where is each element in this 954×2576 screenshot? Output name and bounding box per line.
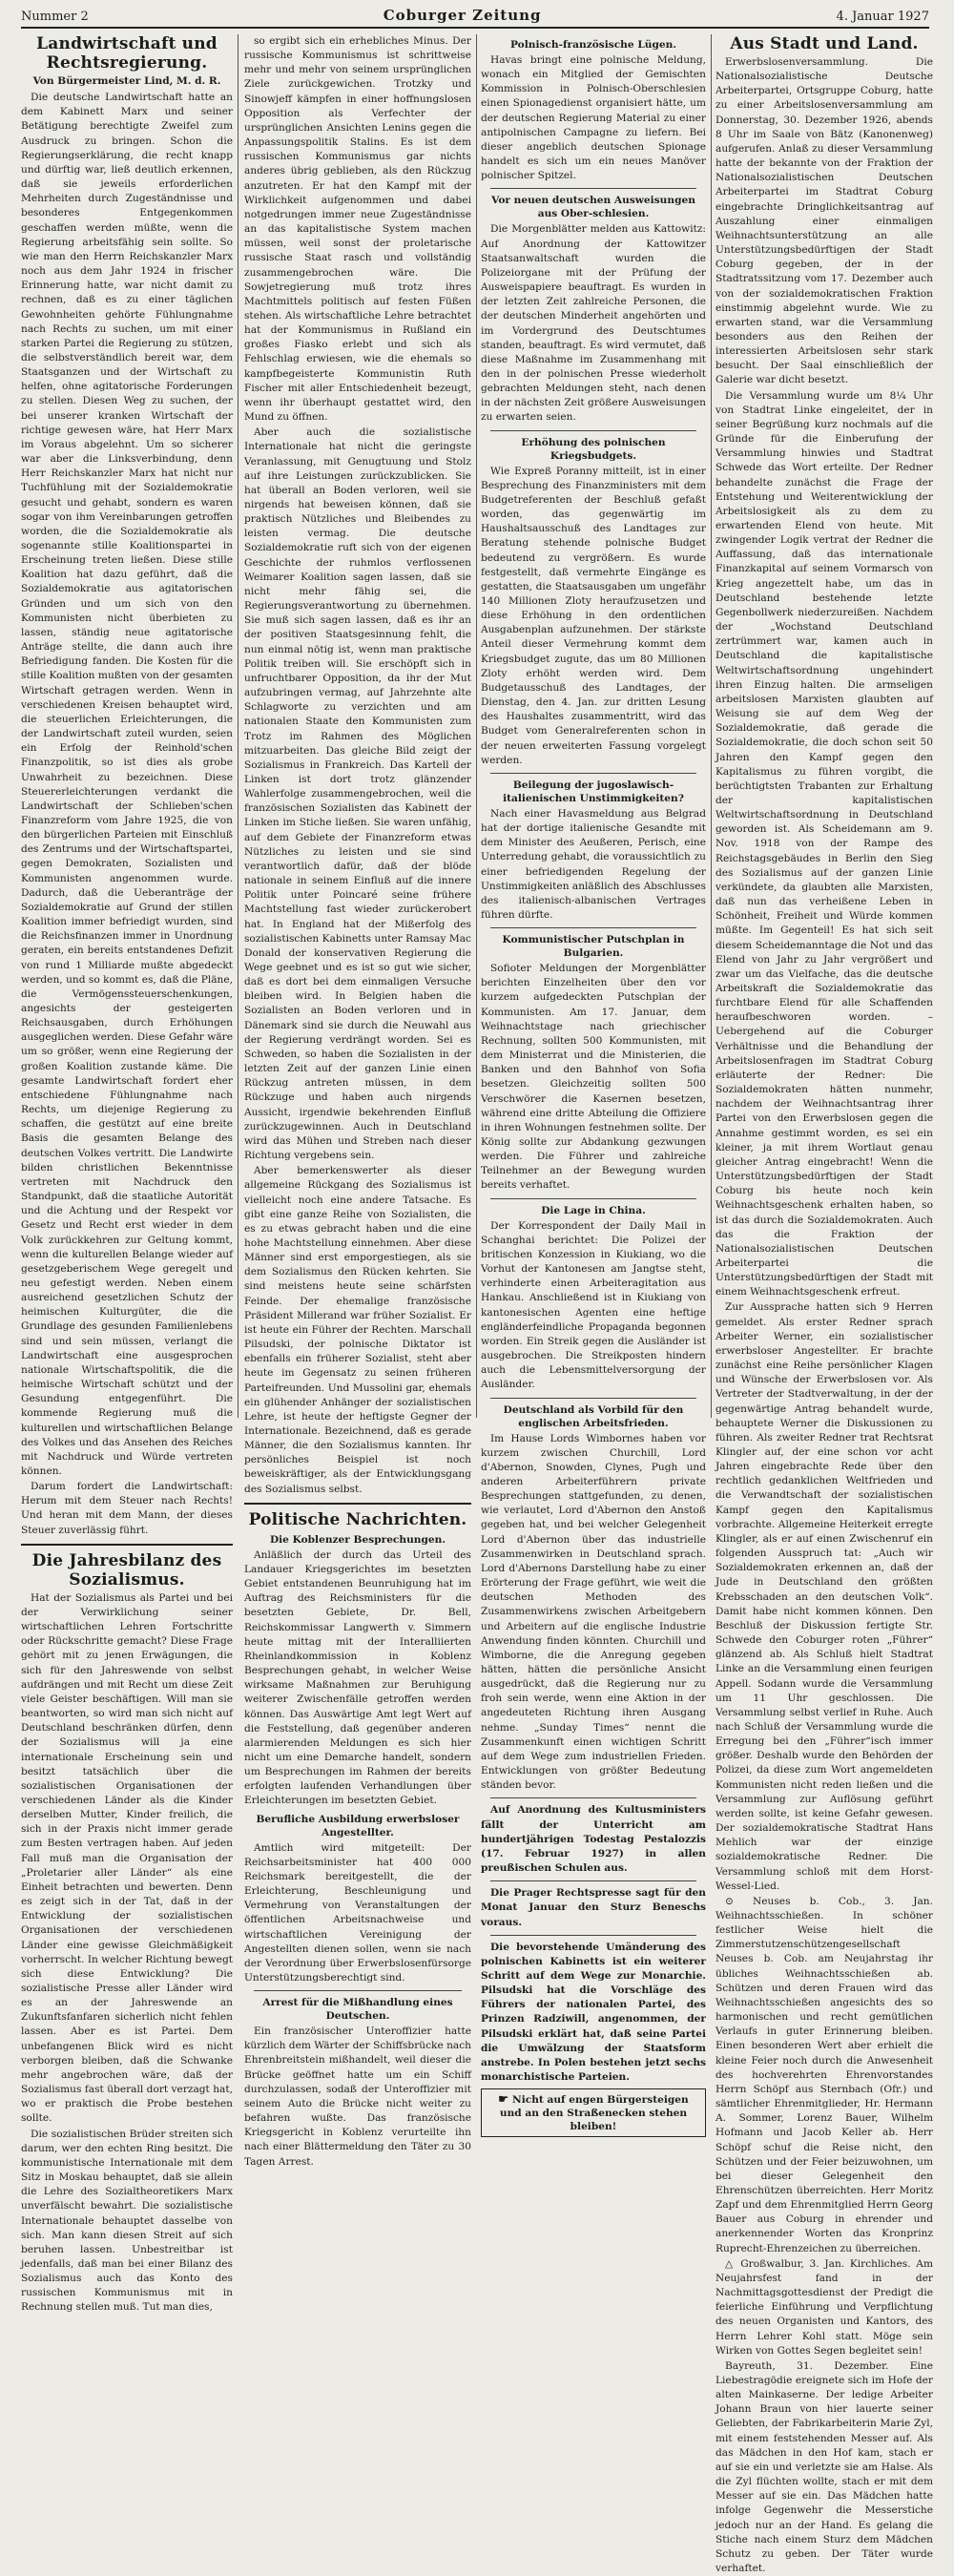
article-paragraph: Amtlich wird mitgeteilt: Der Reichsarbeitsminister hat 400 000 Reichsmark bereitgestellt, die der Erleichterung, Beschleunigung und Vermehrung von Veranstaltungen der öffentlichen Arbeitsnachweise und wirtschaftlichen Vereinigung der Angestellten dienen sollen, wenn sie nach der Verordnung über Erwerbslosenfürsorge Unterstützungsberechtigt sind.	[244, 1841, 471, 1984]
news-subheadline: Erhöhung des polnischen Kriegsbudgets.	[521, 436, 666, 462]
news-subheadline: Polnisch-französische Lügen.	[509, 39, 677, 51]
masthead	[21, 8, 929, 29]
article-paragraph: Anläßlich der durch das Urteil des Landauer Kriegsgerichtes im besetzten Gebiet entstandenen Beunruhigung hat im Auftrag des Reichsministers für die besetzten Gebiete, Dr. Bell, Reichskommissar Langwerth v. Simmern heute mittag mit der Interalliierten Rheinlandkommission in Koblenz Besprechungen gehabt, in welcher Weise wirksame Maßnahmen zur Beruhigung weiterer Zwischenfälle getroffen werden können. Das Auswärtige Amt legt Wert auf die Feststellung, daß gegenüber anderen alarmierenden Meldungen es sich hier nicht um eine Demarche handelt, sondern um Besprechungen im Rahmen der bereits erfolgten laufenden Verhandlungen über Erleichterungen im besetzten Gebiet.	[244, 1548, 471, 1807]
article-paragraph: Hat der Sozialismus als Partei und bei der Verwirklichung seiner wirtschaftlichen Lehren Fortschritte oder Rückschritte gemacht? Diese Frage gehört mit zu jenen Erwägungen, die sich für den Jahreswende von selbst aufdrängen und mit Recht um diese Zeit viele Geister beschäftigen. Will man sie beantworten, so wird man sich nicht auf Deutschland beschränken dürfen, denn der Sozialismus will ja eine internationale Erscheinung sein und besitzt tatsächlich über die sozialistischen Organisationen der verschiedenen Länder als die Kinder derselben Mutter, Kinder freilich, die sich in der Praxis nicht immer gerade zum Besten vertragen haben. Auf jeden Fall muß man die Organisation der „Proletarier aller Länder“ als eine Einheit betrachten und bewerten. Denn es zeigt sich in der Tat, daß in der Entwicklung der sozialistischen Organisationen der verschiedenen Länder eine gewisse Gleichmäßigkeit vorherrscht. In welcher Richtung bewegt sich diese Entwicklung? Die sozialistische Presse aller Länder wird es an der Jahreswende an Zukunftsfanfaren sicherlich nicht fehlen lassen. Aber es ist Partei. Dem unbefangenen Blick wird es nicht verborgen bleiben, daß die Schwanke mehr angebrochen wäre, daß der Sozialismus fast überall dort verzagt hat, wo er praktisch die Probe bestehen sollte.	[21, 1591, 233, 2125]
section-headline: Aus Stadt und Land.	[730, 34, 919, 53]
article-headline: Landwirtschaft und Rechtsregierung.	[36, 34, 218, 73]
notice-text: Nicht auf engen Bürgersteigen und an den Straßenecken stehen bleiben!	[499, 2094, 689, 2133]
newspaper-title: Coburger Zeitung	[383, 7, 542, 24]
article-divider	[21, 1544, 233, 1546]
article-paragraph: Aber auch die sozialistische Internationale hat nicht die geringste Veranlassung, mit Genugtuung und Stolz auf ihre Leistungen zurückzublicken. Sie hat überall an Boden verloren, weil sie nirgends hat beweisen können, daß sie praktisch Nützliches und Bleibendes zu leisten vermag. Die deutsche Sozialdemokratie ruft sich von der eigenen Geschichte der ruhmlos verflossenen Weimarer Koalition sagen lassen, daß sie nicht mehr fähig sei, die Regierungsverantwortung zu übernehmen. Sie muß sich sagen lassen, daß es ihr an der positiven Staatsgesinnung fehlt, die nun einmal nötig ist, wenn man praktische Politik treiben will. Sie erschöpft sich in unfruchtbarer Opposition, da ihr der Mut aufzubringen vermag, auf Jahrzehnte alte Schlagworte zu verzichten und am nationalen Staate den Kommunisten zum Trotz im Rahmen des Möglichen mitzuarbeiten. Das gleiche Bild zeigt der Sozialismus in Frankreich. Das Kartell der Linken ist dort trotz glänzender Wahlerfolge zusammengebrochen, weil die französischen Sozialisten das Kabinett der Linken im Stiche ließen. Sie waren unfähig, auf dem Gebiete der Finanzreform etwas Nützliches zu leisten und sie sind verantwortlich dafür, daß der blöde nationale in seinem Einfluß auf die innere Politik unter Poincaré seine frühere Machtstellung fast wieder zurückerobert hat. In England hat der Mißerfolg des sozialistischen Kabinetts unter Ramsay Mac Donald der konservativen Regierung die Wege geebnet und es ist so gut wie sicher, daß es dort bei dem einmaligen Versuche bleiben wird. In Belgien haben die Sozialisten an Boden verloren und in Dänemark sind sie durch die Neuwahl aus der Regierung verdrängt worden. Sei es Schweden, so haben die Sozialisten in der letzten Zeit auf der ganzen Linie einen Rückzug antreten müssen, in dem Rückzuge und haben auch nirgends Aussicht, irgendwie bekehrenden Einfluß zurückzugewinnen. Auch in Deutschland wird das Mühen und Streben nach dieser Richtung vergebens sein.	[244, 426, 471, 1162]
article-headline: Die Jahresbilanz des Sozialismus.	[31, 1550, 222, 1589]
article-paragraph: Im Hause Lords Wimbornes haben vor kurzem zwischen Churchill, Lord d'Abernon, Snowden, Clynes, Pugh und anderen Arbeiterführern private Besprechungen stattgefunden, zu denen, wie verlautet, Lord d'Abernon den Anstoß gegeben hat, und bei welcher Gelegenheit Lord d'Abernon über das industrielle Zusammenwirken in Deutschland sprach. Lord d'Abernons Darstellung habe zu einer Erörterung der Frage geführt, wie weit die deutschen Methoden des Zusammenwirkens zwischen Arbeitgebern und Arbeitern auf die englische Industrie Anwendung finden könnten. Churchill und Wimborne, die die Anregung gegeben hätten, hätten die persönliche Ansicht ausgedrückt, daß die Regierung nur zu froh sein werde, wenn eine Aktion in der angedeuteten Richtung ihren Ausgang nehme. „Sunday Times“ nennt die Zusammenkunft einen wichtigen Schritt auf dem Wege zum industriellen Frieden. Entwicklungen von größter Bedeutung ständen bevor.	[481, 1432, 706, 1792]
article-divider	[490, 1797, 696, 1798]
article-paragraph: Sofioter Meldungen der Morgenblätter berichten Einzelheiten über den vor kurzem aufgedeckten Putschplan der Kommunisten. Am 17. Januar, dem Weihnachtstage nach griechischer Rechnung, sollten 500 Kommunisten, mit dem Ministerrat und die Ministerien, die Banken und den Bahnhof von Sofia besetzen. Gleichzeitig sollten 500 Verschwörer die Kasernen besetzen, während eine dritte Abteilung die Offiziere in ihren Wohnungen festnehmen sollte. Der König sollte zur Abdankung gezwungen werden. Die Führer und zahlreiche Teilnehmer an der Bewegung wurden bereits verhaftet.	[481, 963, 706, 1192]
news-subheadline: Berufliche Ausbildung erwerbsloser Angestellter.	[256, 1813, 460, 1839]
article-paragraph: Aber bemerkenswerter als dieser allgemeine Rückgang des Sozialismus ist vielleicht noch eine andere Tatsache. Es gibt eine ganze Reihe von Sozialisten, die es zu etwas gebracht haben und die eine hohe Machtstellung einnehmen. Aber diese Männer sind erst emporgestiegen, als sie dem Sozialismus den Rücken kehrten. Sie sind meistens heute seine schärfsten Feinde. Der ehemalige französische Präsident Millerand war früher Sozialist. Er ist heute ein Führer der Rechten. Marschall Pilsudski, der polnische Diktator ist ebenfalls ein früherer Sozialist, steht aber heute im Gegensatz zu seinen früheren Parteifreunden. Und Mussolini gar, ehemals ein glühender Anhänger der sozialistischen Lehre, ist heute der heftigste Gegner der Internationale. Bezeichnend, daß es gerade Männer, die den Sozialismus kannten. Ihr persönliches Beispiel ist noch beweiskräftiger, als der Entwicklungsgang des Sozialismus selbst.	[244, 1165, 471, 1495]
article-paragraph: Die deutsche Landwirtschaft hatte an dem Kabinett Marx und seiner Betätigung berechtigte Zweifel zum Ausdruck zu bringen. Schon die Regierungserklärung, die recht knapp und dürftig war, ließ deutlich erkennen, daß sie jeweils erforderlichen Mehrheiten durch Zugeständnisse und besonderes Entgegenkommen geschaffen werden müßte, wenn die Regierung arbeitsfähig sein sollte. So wie man den Herrn Reichskanzler Marx noch aus dem Jahr 1924 in frischer Erinnerung hatte, war nicht damit zu rechnen, daß es zu einer täglichen Gewohnheiten gehörte Fühlungnahme nach Rechts zu suchen, um mit einer starken Partei die Regierung zu stützen, die selbstverständlich bereit war, dem Staatsganzen und der Wirtschaft zu helfen, ohne agitatorische Forderungen zu stellen. Diesen Weg zu suchen, der bei unserer kranken Wirtschaft der richtige gewesen wäre, hat Herr Marx im Voraus abgelehnt. Um so sicherer war aber die Linksverbindung, denn Herr Reichskanzler Marx hat nicht nur Tuchfühlung mit der Sozialdemokratie gesucht und gehabt, sondern es waren sogar von ihm Vereinbarungen getroffen worden, die die Sozialdemokratie als sogenannte stille Koalitionspartei in Erscheinung treten ließen. Diese stille Koalition hat dazu geführt, daß die Sozialdemokratie aus agitatorischen Gründen und um sich von den Kommunisten nicht überbieten zu lassen, ständig neue agitatorische Anträge stellte, die dann auch ihre Befriedigung fanden. Die Kosten für die stille Koalition mußten von der gesamten Wirtschaft getragen werden. Wenn in verschiedenen Kreisen behauptet wird, die steuerlichen Erleichterungen, die der Landwirtschaft zuteil wurden, seien ein Erfolg der Reinhold'schen Finanzpolitik, so ist dies als grobe Unwahrheit zu bezeichnen. Diese Steuererleichterungen verdankt die Landwirtschaft der Schlieben'schen Finanzreform vom Jahre 1925, die von den bürgerlichen Parteien mit Einschluß des Zentrums und der Wirtschaftspartei, gegen Demokraten, Sozialisten und Kommunisten angenommen wurde. Dadurch, daß die Ueberanträge der Sozialdemokratie auf Grund der stillen Koalition immer befriedigt wurden, sind die Reichsfinanzen immer in Unordnung geraten, ein bereits entstandenes Defizit von rund 1 Milliarde mußte abgedeckt werden, und so kommt es, daß die Pläne, die Vermögenssteuerschenkungen, angesichts der gesteigerten Reichsausgaben, durch Erhöhungen ausgeglichen werden. Diese Gefahr wäre um so größer, wenn eine Regierung der großen Koalition zustande käme. Die gesamte Landwirtschaft fordert eher entschiedene Fühlungnahme nach Rechts, um diejenige Regierung zu schaffen, die gestützt auf eine breite Basis die gesamten Belange des deutschen Volkes vertritt. Die Landwirte bilden christlichen Bekenntnisse vertreten mit Nachdruck den Standpunkt, daß die staatliche Autorität und die Achtung und der Respekt vor Gesetz und Recht erst wieder in dem Volk zurückkehren zur Geltung kommt, wenn die kulturellen Belange wieder auf gesetzgeberischem Wege geregelt und neu gefestigt werden. Neben einem ausreichend gesetzlichen Schutz der heimischen Kulturgüter, die die Grundlage des gesunden Familienlebens sind und sein müssen, verlangt die Landwirtschaft eine ausgesprochen nationale Wirtschaftspolitik, die die heimische Wirtschaft schützt und der Gesundung entgegenführt. Die kommende Regierung muß die kulturellen und wirtschaftlichen Belange des Volkes und das Ansehen des Reiches mit Nachdruck und Würde vertreten können.	[21, 92, 233, 1477]
news-brief: Die bevorstehende Umänderung des polnischen Kabinetts ist ein weiterer Schritt auf dem Wege zur Monarchie. Pilsudski hat die Vorschläge des Führers der nationalen Partei, des Prinzen Radziwill, angenommen, der Pilsudski erklärt hat, daß seine Partei die Umwälzung der Staatsform anstrebe. In Polen bestehen jetzt sechs monarchistische Parteien.	[481, 1941, 706, 2084]
article-paragraph: Bayreuth, 31. Dezember. Eine Liebestragödie ereignete sich im Hofe der alten Mainkaserne. Der ledige Arbeiter Johann Braun von hier lauerte seiner Geliebten, der Fabrikarbeiterin Marie Zyl, mit einem feststehenden Messer auf. Als das Mädchen in den Hof kam, stach er auf sie ein und verletzte sie am Halse. Als die Zyl flüchten wollte, stach er mit dem Messer auf sie ein. Das Mädchen hatte infolge Gegenwehr die Messerstiche jedoch nur an der Hand. Es gelang die Stiche nach einem Sturz dem Mädchen Schutz zu geben. Der Täter wurde verhaftet.	[716, 2359, 933, 2575]
article-paragraph: Wie Expreß Poranny mitteilt, ist in einer Besprechung des Finanzministers mit dem Budgetreferenten der Beschluß gefaßt worden, das gegenwärtig im Haushaltsausschuß des Landtages zur Beratung stehende polnische Budget bedeutend zu vergrößern. Es wurde festgestellt, daß vermehrte Eingänge es gestatten, die Staatsausgaben um ungefähr 140 Millionen Zloty heraufzusetzen und diese Erhöhung in den ordentlichen Ausgabenplan aufzunehmen. Der stärkste Anteil dieser Vermehrung kommt dem Kriegsbudget zugute, das um 80 Millionen Zloty erhöht werden wird. Dem Budgetausschuß des Landtages, der Dienstag, den 4. Jan. zur dritten Lesung des Haushaltes zusammentritt, wird das Budget vom Generalreferenten schon in der neuen erweiterten Fassung vorgelegt werden.	[481, 465, 706, 766]
news-subheadline: Arrest für die Mißhandlung eines Deutschen.	[262, 1997, 453, 2023]
article-divider	[490, 188, 696, 189]
column-4	[716, 34, 933, 2575]
article-paragraph: Die sozialistischen Brüder streiten sich darum, wer den echten Ring besitzt. Die kommunistische Internationale mit dem Sitz in Moskau behauptet, daß sie allein die Lehre des Sozialtheoretikers Marx unverfälscht bewahrt. Die sozialistische Internationale behauptet dasselbe von sich. Man kann diesen Streit auf sich beruhen lassen. Unbestreitbar ist jedenfalls, daß man bei einer Bilanz des Sozialismus auch das Konto des russischen Kommunismus mit in Rechnung stellen muß. Tut man dies,	[21, 2128, 233, 2314]
news-subheadline: Vor neuen deutschen Ausweisungen aus Ober-schlesien.	[491, 195, 695, 220]
issue-date: 4. Januar 1927	[836, 10, 929, 24]
column-1	[21, 34, 233, 2314]
news-brief: Die Prager Rechtspresse sagt für den Monat Januar den Sturz Beneschs voraus.	[481, 1887, 706, 1928]
column-3	[481, 34, 706, 2133]
news-subheadline: Die Koblenzer Besprechungen.	[269, 1533, 446, 1546]
article-paragraph: Darum fordert die Landwirtschaft: Herum mit dem Steuer nach Rechts! Und heran mit dem Mann, der dieses Steuer zuverlässig führt.	[21, 1481, 233, 1536]
article-byline: Von Bürgermeister Lind, M. d. R.	[32, 75, 221, 87]
article-paragraph: Erwerbslosenversammlung. Die Nationalsozialistische Deutsche Arbeiterpartei, Ortsgruppe Coburg, hatte zu einer Arbeitslosenversammlung am Donnerstag, 30. Dezember 1926, abends 8 Uhr im Saale von Bätz (Kanonenweg) aufgerufen. Anlaß zu dieser Versammlung hatte der bekannte von der Fraktion der Nationalsozialistischen Deutschen Arbeiterpartei im Stadtrat Coburg eingebrachte Dringlichkeitsantrag auf Auszahlung einer einmaligen Weihnachtsunterstützung an alle Unterstützungsbedürftigen der Stadt Coburg gegeben, der in der Stadtratssitzung vom 17. Dezember auch von der sozialdemokratischen Fraktion einstimmig abgelehnt wurde. Wie zu erwarten stand, war die Versammlung besonders aus den Reihen der interessierten Arbeitslosen sehr stark besucht. Der Saal einschließlich der Galerie war dicht besetzt.	[716, 56, 933, 386]
article-paragraph: Die Versammlung wurde um 8¼ Uhr von Stadtrat Linke eingeleitet, der in seiner Begrüßung kurz nochmals auf die Gründe für die Einberufung der Versammlung hinwies und Stadtrat Schwede das Wort erteilte. Der Redner behandelte zunächst die Frage der Entstehung und Weiterentwicklung der Arbeitslosigkeit als zu dem zu erwartenden Elend von heute. Mit zwingender Logik vertrat der Redner die Auffassung, daß das internationale Finanzkapital auf seinem Vormarsch von Krieg angezettelt habe, um das in Deutschland bestehende letzte Gegenbollwerk niederzureißen. Nachdem der „Wochstand Deutschland zertrümmert war, kamen auch in Deutschland die kapitalistische Weltwirtschaftsordnung ungehindert ihren Einzug halten. Die armseligen arbeitslosen Marxisten glaubten auf Weisung sie auf dem Weg der Sozialdemokratie, daß gerade die Sozialdemokratie, die doch schon seit 50 Jahren den Kampf gegen den Kapitalismus zu führen vorgibt, die berüchtigtsten Trabanten zur Erhaltung der kapitalistischen Weltwirtschaftsordnung in Deutschland geworden ist. Als Scheidemann am 9. Nov. 1918 von der Rampe des Reichstagsgebäudes in Berlin den Sieg des Sozialismus auf der ganzen Linie verkündete, da glaubten alle Marxisten, daß nun das verheißene Leben in Schönheit, Freiheit und Würde kommen müßte. Im Gegenteil! Es hat sich seit diesem Scheidemanntage die Not und das Elend von Jahr zu Jahr vergrößert und zwar um das Vielfache, das die deutsche Arbeitskraft die Sozialdemokratie das furchtbare Elend für alle Schaffenden heraufbeschworen worden. – Uebergehend auf die Coburger Verhältnisse und die Behandlung der Arbeitslosenfragen im Stadtrat Coburg erläuterte der Redner: Die Sozialdemokraten hätten nunmehr, nachdem der Weihnachtsantrag ihrer Partei von den Erwerbslosen gegen die Annahme gestimmt worden, es sei ein kleiner, ja mit ihrem Wortlaut genau gleicher Antrag eingebracht! Wenn die Unterstützungsbedürftigen der Stadt Coburg bis heute noch kein Weihnachtsgeschenk erhalten haben, so ist das durch die Sozialdemokraten. Auch das die Fraktion der Nationalsozialistischen Deutschen Arbeiterpartei die Unterstützungsbedürftigen der Stadt mit einem Weihnachtsgeschenk erfreut.	[716, 389, 933, 1298]
column-rule	[711, 34, 712, 1418]
notice-box	[481, 2088, 706, 2137]
article-paragraph: Nach einer Havasmeldung aus Belgrad hat der dortige italienische Gesandte mit dem Minister des Aeußeren, Perisch, eine Unterredung gehabt, die voraussichtlich zu einer befriedigenden Regelung der Unstimmigkeiten anläßlich des Abschlusses des italienisch-albanischen Vertrages führen dürfte.	[481, 807, 706, 921]
article-paragraph: Zur Aussprache hatten sich 9 Herren gemeldet. Als erster Redner sprach Arbeiter Werner, ein sozialistischer erwerbsloser Angestellter. Er brachte zunächst eine Reihe persönlicher Klagen und Wünsche der Erwerbslosen vor. Als Vertreter der Stadtverwaltung, in der der gegenwärtige Antrag behandelt wurde, behauptete Werner die Diskussionen zu führen. Als zweiter Redner trat Rechtsrat Klingler auf, der eine schon vor acht Jahren eingebrachte Rede über den rechtlich gedanklichen Weltfrieden und die Verwandtschaft der sozialistischen Kampf gegen den Kapitalismus vorbrachte. Allgemeine Heiterkeit erregte Klingler, als er auf einen Zwischenruf ein folgenden Ausspruch tat: „Auch wir Sozialdemokraten erkennen an, daß der Jude in Deutschland den größten Krebsschaden an den deutschen Volk“. Damit habe nicht kommen können. Den Beschluß der Diskussion fertigte Str. Schwede den Coburger roten „Führer“ glänzend ab. Als Schluß hielt Stadtrat Linke an die Versammlung einen feurigen Appell. Sodann wurde die Versammlung um 11 Uhr geschlossen. Die Versammlung selbst verlief in Ruhe. Auch nach Schluß der Versammlung wurde die Erregung bei den „Führer“isch immer größer. Deshalb wurde den Behörden der Polizei, da diese zum Wort angemeldeten Kommunisten nicht reden ließen und die Versammlung zur Auflösung geführt werden sollte, ist keine Gefahr gewesen. Der sozialdemokratische Stadtrat Hans Mehlich war der einzige sozialdemokratische Redner. Die Versammlung schloß mit dem Horst-Wessel-Lied.	[716, 1301, 933, 1892]
article-paragraph: Die Morgenblätter melden aus Kattowitz: Auf Anordnung der Kattowitzer Staatsanwaltschaft wurden die Polizeiorgane mit der Prüfung der Ausweispapiere beauftragt. Es wurden in der letzten Zeit zahlreiche Personen, die der deutschen Minderheit angehörten und im Vordergrund des Deutschtumes standen, beauftragt. Es wird vermutet, daß diese Maßnahme im Zusammenhang mit den in der polnischen Presse wiederholt gebrachten Meldungen steht, nach denen in der nächsten Zeit größere Ausweisungen zu erwarten seien.	[481, 223, 706, 424]
article-paragraph: ⊙ Neuses b. Cob., 3. Jan. Weihnachtsschießen. In schöner festlicher Weise hielt die Zimmerstutzenschützengesellschaft Neuses b. Cob. am Neujahrstag ihr übliches Weihnachtsschießen ab. Schützen und deren Frauen wird das Weihnachtsschießen angesichts des so harmonischen und recht gemütlichen Verlaufs in guter Erinnerung bleiben. Einen besonderen Wert aber erhielt die kleine Feier noch durch die Anwesenheit des hochverehrten Ehrenvorstandes Herrn Schöpf aus Sternbach (Ofr.) und sämtlicher Ehrenmitglieder, Hr. Hermann A. Sommer, Lorenz Bauer, Wilhelm Hofmann und Jacob Keller ab. Herr Schöpf schuf die Reise nicht, den Schützen und der Feier beizuwohnen, um bei dieser Gelegenheit den Ehrenschützen überreichten. Herr Moritz Zapf und dem Ehrenmitglied Herrn Georg Bauer aus Coburg in ehrender und anerkennender Worten das Kronprinz Ruprecht-Ehrenzeichen zu überreichen.	[716, 1895, 933, 2254]
article-divider	[490, 1935, 696, 1936]
article-divider	[490, 430, 696, 431]
section-headline: Politische Nachrichten.	[248, 1509, 467, 1529]
article-divider	[490, 1198, 696, 1199]
article-divider	[490, 1880, 696, 1881]
news-brief: Auf Anordnung des Kultusministers fällt der Unterricht am hundertjährigen Todestag Pestalozzis (17. Februar 1927) in allen preußischen Schulen aus.	[481, 1804, 706, 1875]
page-number: Nummer 2	[21, 10, 89, 24]
article-paragraph: Ein französischer Unteroffizier hatte kürzlich dem Wärter der Schiffsbrücke nach Ehrenbreitstein mißhandelt, weil dieser die Brücke geöffnet hatte um ein Schiff durchzulassen, sodaß der Unteroffizier mit seinem Auto die Brücke nicht weiter zu befahren wußte. Das französische Kriegsgericht in Koblenz verurteilte ihn nach einer Blättermeldung den Täter zu 30 Tagen Arrest.	[244, 2025, 471, 2168]
article-paragraph: Der Korrespondent der Daily Mail in Schanghai berichtet: Die Polizei der britischen Konzession in Kiukiang, wo die Vorhut der Kantonesen am Jangtse steht, verhinderte einen Arbeiteragitation aus Hankau. Anschließend ist in Kiukiang von kantonesischen Agenten eine heftige engländerfeindliche Propaganda begonnen worden. Ein Streik gegen die Ausländer ist ausgebrochen. Die Streikposten hindern auch die Lebensmittelversorgung der Ausländer.	[481, 1219, 706, 1391]
article-paragraph: Havas bringt eine polnische Meldung, wonach ein Mitglied der Gemischten Kommission in Polnisch-Oberschlesien einen Spionagedienst organisiert hätte, um der deutschen Regierung Material zu einer antipolnischen Campagne zu liefern. Bei dieser angeblich deutschen Spionage handelt es sich um ein neues Manöver polnischer Spitzel.	[481, 54, 706, 182]
column-2	[244, 34, 471, 2168]
article-divider	[490, 1398, 696, 1399]
news-subheadline: Deutschland als Vorbild für den englischen Arbeitsfrieden.	[503, 1403, 684, 1429]
article-paragraph: so ergibt sich ein erhebliches Minus. Der russische Kommunismus ist schrittweise mehr und mehr von seinem ursprünglichen Ziele zurückgewichen. Trotzky und Sinowjeff kämpfen in einer hoffnungslosen Opposition als Verfechter der ursprünglichen Ansichten Lenins gegen die Anpassungspolitik Stalins. Es ist dem russischen Kommunismus gar nichts anderes übrig geblieben, als den Rückzug anzutreten. Er hat den Kampf mit der Wirklichkeit aufgenommen und dabei notgedrungen immer neue Zugeständnisse an das kapitalistische System machen müssen, weil sonst der proletarische russische Staat rasch und vollständig zusammengebrochen wäre. Die Sowjetregierung muß trotz ihres Machtmittels politisch auf festen Füßen stehen. Als wirtschaftliche Lehre betrachtet hat der Kommunismus in Rußland ein großes Fiasko erlebt und sich als Fehlschlag erwiesen, wie die ehemals so kampfbegeisterte Kommunistin Ruth Fischer mit aller Entschiedenheit bezeugt, wenn ihr überhaupt gestattet wird, den Mund zu öffnen.	[244, 35, 471, 424]
pointing-hand-icon: ☛	[498, 2092, 509, 2107]
article-paragraph: △ Großwalbur, 3. Jan. Kirchliches. Am Neujahrsfest fand in der Nachmittagsgottesdienst der Predigt die feierliche Einführung und Verpflichtung des neuen Organisten und Kantors, des Herrn Lehrer Kohl statt. Möge sein Wirken von Gottes Segen begleitet sein!	[716, 2257, 933, 2357]
column-rule	[476, 34, 477, 1418]
news-subheadline: Beilegung der jugoslawisch-italienischen Unstimmigkeiten?	[503, 779, 684, 804]
article-divider	[254, 1990, 462, 1991]
news-subheadline: Die Lage in China.	[541, 1204, 646, 1216]
article-divider	[490, 773, 696, 774]
article-divider	[244, 1503, 471, 1505]
news-subheadline: Kommunistischer Putschplan in Bulgarien.	[502, 934, 685, 960]
article-divider	[490, 927, 696, 928]
